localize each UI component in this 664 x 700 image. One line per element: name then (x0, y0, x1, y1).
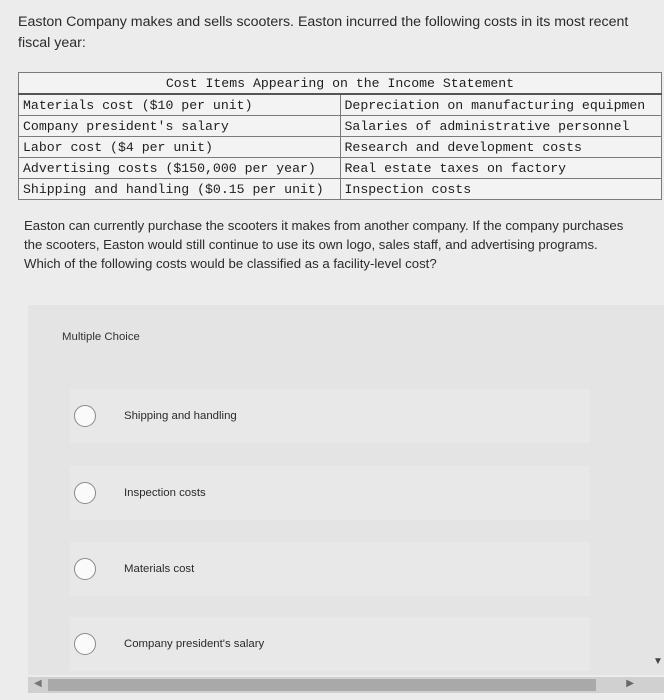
radio-button[interactable] (74, 405, 96, 427)
table-cell: Shipping and handling ($0.15 per unit) (19, 179, 341, 200)
table-cell: Labor cost ($4 per unit) (19, 137, 341, 158)
multiple-choice-label: Multiple Choice (62, 331, 140, 343)
choice-option-inspection[interactable] (70, 466, 590, 520)
table-row (19, 137, 662, 158)
choice-option-president-salary[interactable] (70, 617, 590, 671)
intro-text: Easton Company makes and sells scooters. Easton incurred the following costs in its most recent fiscal year: (18, 14, 629, 51)
table-row (19, 94, 662, 116)
table-cell: Materials cost ($10 per unit) (19, 94, 341, 116)
choice-label: Inspection costs (124, 487, 206, 499)
choice-option-materials[interactable] (70, 542, 590, 596)
scrollbar-thumb[interactable] (48, 679, 596, 691)
table-cell: Inspection costs (340, 179, 662, 200)
table-cell: Company president's salary (19, 116, 341, 137)
table-cell: Research and development costs (340, 137, 662, 158)
table-row (19, 158, 662, 179)
radio-button[interactable] (74, 482, 96, 504)
radio-button[interactable] (74, 633, 96, 655)
table-row (19, 116, 662, 137)
table-cell: Depreciation on manufacturing equipmen (340, 94, 662, 116)
left-arrow-icon[interactable]: ◀ (34, 678, 42, 689)
choice-label: Materials cost (124, 563, 195, 575)
choice-option-shipping[interactable] (70, 389, 590, 443)
table-row (19, 179, 662, 200)
down-arrow-icon[interactable]: ▼ (653, 656, 663, 667)
right-arrow-icon[interactable]: ▶ (626, 678, 634, 689)
table-cell: Real estate taxes on factory (340, 158, 662, 179)
table-header: Cost Items Appearing on the Income Statement (19, 73, 662, 95)
cost-items-table (18, 72, 662, 200)
horizontal-scrollbar[interactable] (28, 677, 664, 693)
choice-label: Shipping and handling (124, 410, 237, 422)
table-cell: Salaries of administrative personnel (340, 116, 662, 137)
question-text: Easton can currently purchase the scooters it makes from another company. If the company purchases the scooters, Easton would still continue to use its own logo, sales staff, and advertising programs. Which of the following costs would be classified as a facility-level cost? (24, 218, 624, 271)
choice-label: Company president's salary (124, 638, 265, 650)
radio-button[interactable] (74, 558, 96, 580)
table-cell: Advertising costs ($150,000 per year) (19, 158, 341, 179)
